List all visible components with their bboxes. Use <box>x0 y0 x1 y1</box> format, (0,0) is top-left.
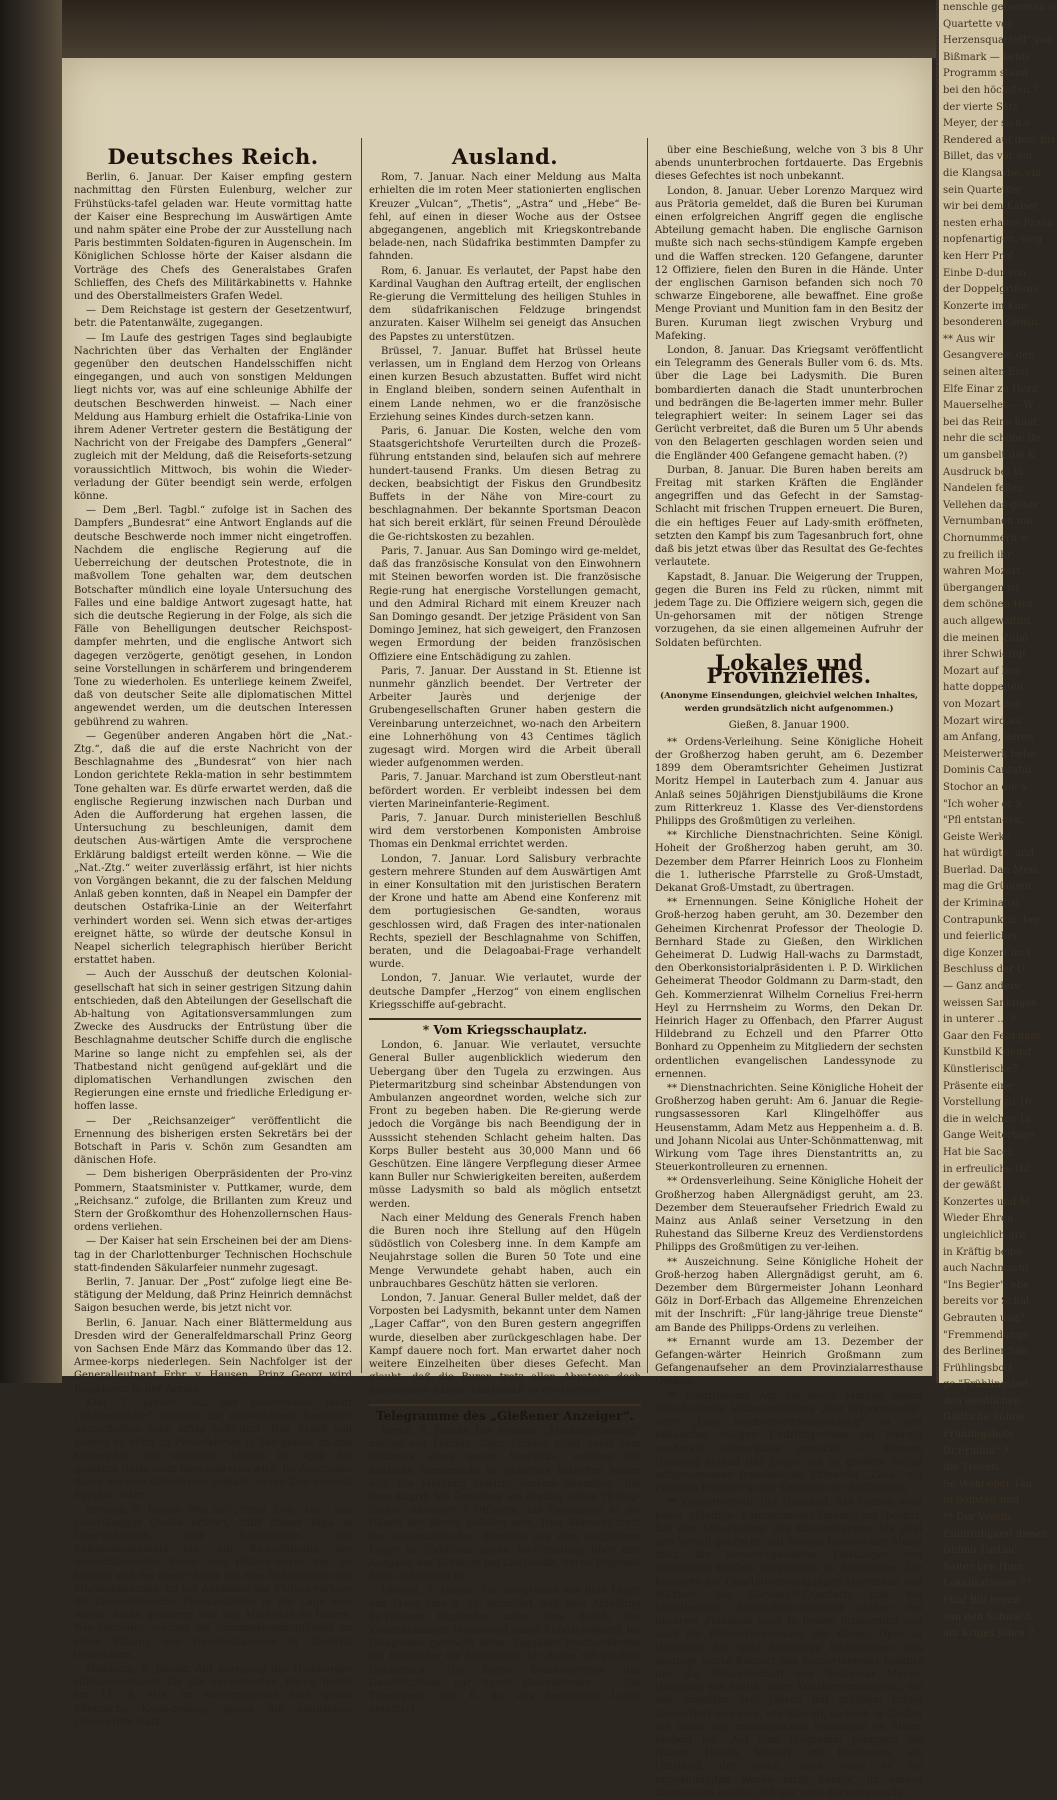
column-rule <box>361 138 362 1373</box>
fragment-line: nehr die schöne Be <box>943 433 1041 445</box>
section-heading-lokales: Lokales und Provinzielles. <box>706 649 872 688</box>
fragment-line: wir bei dem Kaiser <box>943 201 1039 213</box>
fragment-line: ihrer Schwierigt <box>943 649 1027 661</box>
fragment-line: und feierlicher <box>943 931 1019 943</box>
section-heading-kriegsschauplatz: * Vom Kriegsschauplatz. <box>369 1018 641 1037</box>
fragment-line: Frühlingsbotf <box>943 1362 1013 1374</box>
fragment-line: bereits vor Schat <box>943 1296 1031 1308</box>
fragment-line: von Mozart auf <box>943 698 1020 710</box>
fragment-line: nesten erhaltet Franz <box>943 217 1053 229</box>
fragment-line: Präsente eine <box>943 1080 1013 1092</box>
fragment-line: in Kräftig beibe <box>943 1246 1023 1258</box>
fragment-line: Gaar den Feld gam <box>943 1030 1040 1042</box>
fragment-line: um gansbelt die K <box>943 450 1035 462</box>
fragment-line: "Ins Begier", ebe <box>943 1279 1030 1291</box>
fragment-line: Geiste Werke <box>943 831 1011 843</box>
fragment-line: Frühlingsbote <box>943 1429 1015 1441</box>
page-top-shadow <box>62 0 936 58</box>
article-paragraph: Berlin, 8. Januar. Die Berliner „Montags-Zeitung“ meldet aus London: Ganz London steht unter dem Eindruck eines neuen Unglücks, welches die britische Streitmacht in Südafrika betroffen haben soll. Die Meldung bewirkt enorme Sensation. Bei dem Angriff bei Rensburg am Freitag sollen 70 Eng-länder, darunter 7 Offiziere, als Gefangene in die Hände der Buren gefallen sein. Hier herrscht trotz der zuversichtlichen Berichte aus dem englischen Lager in Südafrika große Be-fürchtung über den Ausgang der Schlacht bei Ladysmith, deren Ergebnis noch unbekannt ist. <box>369 1425 641 1583</box>
fragment-line: der vierte Satz <box>943 101 1019 113</box>
article-paragraph: Durban, 8. Januar. Die Buren haben bereits am Freitag mit starken Kräften die Engländer angegriffen und das Gefecht in der Samstag-Schlacht mit frischen Truppen erneuert. Die Buren, die ein heftiges Feuer auf Lady-smith eröffneten, setzten den Kampf bis zum Tagesanbruch fort, ohne daß bis jetzt etwas über das Resultat des Ge-fechtes verlautete. <box>655 464 923 569</box>
fragment-line: Se Wohl ober Tau <box>943 1478 1032 1490</box>
fragment-line: übergangen ist <box>943 582 1020 594</box>
article-list <box>369 1425 641 1716</box>
article-paragraph: London, 8. Januar. Ueber Lorenzo Marquez wird aus Prätoria gemeldet, daß die Buren bei Kuruman einen erfolgreichen Angriff gegen die englische Abteilung gemacht haben. Die englische Garnison mußte sich nach sechs-stündigem Kampfe ergeben und die Waffen strecken. 120 Gefangene, darunter 12 Offiziere, fielen den Buren in die Hände. Unter der englischen Garnison befanden sich noch 70 schwarze Eingeborene, alle bewaffnet. Eine große Menge Proviant und Munition fam in den Besitz der Buren. Kuruman liegt zwischen Vryburg und Mafeking. <box>655 185 923 342</box>
article-paragraph: London, 7. Januar. General Buller meldet, daß der Vorposten bei Ladysmith, bekannt unter dem Namen „Lager Caffar“, von den Buren gestern angegriffen wurde, dieselben aber zurückgeschlagen habe. Der Kampf dauere noch fort. Man erwartet daher noch weitere Einzelheiten über dieses Gefecht. Man glaubt, daß die Buren trotz allen Abratens doch beschlossen haben, Ladysmith zu er-stürmen. <box>369 1293 641 1397</box>
fragment-line: Beschluss der O <box>943 964 1025 976</box>
article-paragraph: — Dem bisherigen Oberpräsidenten der Pro-vinz Pommern, Staatsminister v. Puttkamer, wurde, dem „Reichsanz.“ zufolge, die Brillanten zum Kreuz und Stern der Großkomthur des Hohenzollernschen Haus-ordens verliehen. <box>74 1169 352 1234</box>
adjacent-page-fragment <box>936 0 1057 1640</box>
fragment-line: Saiter ben Hum <box>943 1561 1024 1573</box>
fragment-line: Meisterwerk bebe <box>943 748 1036 760</box>
article-paragraph: ** Kirchliche Dienstnachrichten. Seine Königl. Hoheit der Großherzog haben geruht, am 30. Dezember dem Pfarrer Heinrich Loos zu Flonheim die 1. lutherische Pfarrstelle zu Groß-Umstadt, Dekanat Groß-Umstadt, zu übertragen. <box>655 830 923 894</box>
fragment-line: Billet, das vor ein <box>943 151 1033 163</box>
fragment-line: des Berliner Sän <box>943 1346 1028 1358</box>
fragment-line: nopfenartigen, weg <box>943 234 1042 246</box>
article-paragraph: ** Dienstnachrichten. Seine Königliche Hoheit der Großherzog haben geruht: Am 6. Januar die Regie-rungsassessoren Karl Klingelhöffer aus Heusenstamm, Adam Metz aus Heppenheim a. d. B. und Johann Nicolai aus Unter-Schönmattenwag, mit Wirkung vom Tage ihres Dienstantritts an, zu Steuerkontrolleuren zu ernennen. <box>655 1083 923 1174</box>
fragment-line: dem schönen Hos <box>943 599 1034 611</box>
fragment-line: Wieder Ehren <box>943 1213 1014 1225</box>
section-heading-deutsches-reich: Deutsches Reich. <box>107 144 319 169</box>
fragment-line: Hat bie Sacen <box>943 1146 1015 1158</box>
fragment-line: auch Nachmacht <box>943 1263 1029 1275</box>
fragment-line: Chornummern w <box>943 533 1029 544</box>
article-paragraph: ** Ernennungen. Seine Königliche Hoheit der Groß-herzog haben geruht, am 30. Dezember den Geheimen Kirchenrat Professor der Theologie D. Bernhard Stade zu Gießen, den Wirklichen Geheimerat D. Ludwig Hall-wachs zu Darmstadt, den Oberkonsistorialpräsidenten i. P. D. Wirklichen Geheimerat Theodor Goldmann zu Darm-stadt, den Geh. Kommerzienrat Wilhelm Cornelius Frei-herrn Heyl zu Herrnsheim zu Worms, den Dekan Dr. Heinrich Hager zu Offenbach, den Pfarrer August Hildebrand zu Echzell und den Pfarrer Otto Bonhard zu Oppenheim zu Mitgliedern der sechsten ordentlichen evangelischen Landessynode zu ernennen. <box>655 897 923 1080</box>
column-lokales <box>655 144 923 1799</box>
fragment-line: Bißmark — beide <box>943 51 1031 63</box>
fragment-line: "Fremmendungs- <box>943 1329 1031 1341</box>
article-paragraph: London, 8. Januar. Das Kriegsamt veröffentlicht ein Telegramm des Generals Buller vom 6. ds. Mts. über die Lage bei Ladysmith. Die Buren bombardierten danach die Stadt ununterbrochen und bedrängen die Be-lagerten immer mehr. Buller telegraphiert weiter: In seinem Lager sei das Gerücht verbreitet, daß die Buren um 5 Uhr abends von den Belagerten geschlagen worden seien und die Engländer 400 Gefangene gemacht haben. (?) <box>655 345 923 462</box>
fragment-line: Konzertes und M <box>943 1196 1030 1208</box>
fragment-line: Nandelen fellen <box>943 483 1024 495</box>
fragment-line: nenschle geborenen w <box>943 2 1057 13</box>
fragment-line: am Anfang, deren <box>943 732 1034 744</box>
article-paragraph: über eine Beschießung, welche von 3 bis 8 Uhr abends ununterbrochen fortdauerte. Das Ergebnis dieses Gefechtes ist noch unbekannt. <box>655 145 923 183</box>
fragment-line: der Kriminalist <box>943 898 1020 910</box>
fragment-line: seinen alten Erst <box>943 367 1030 379</box>
fragment-line: in Solisten und <box>943 1495 1020 1507</box>
fragment-line: Mozart wird au <box>943 715 1021 727</box>
fragment-line: hat würdigte, und <box>943 848 1034 860</box>
fragment-line: Einbe D-dur von <box>943 267 1026 279</box>
editorial-note: (Anonyme Einsendungen, gleichviel welchen Inhaltes, werden grundsätzlich nicht aufgenommen.) <box>660 691 918 715</box>
fragment-line: zu freilich ihr <box>943 549 1012 561</box>
fragment-line: "Ich woher er S <box>943 798 1023 810</box>
fragment-line: Dominis Cantatur <box>943 765 1033 777</box>
fragment-line: ken Herr Prof. <box>943 250 1017 262</box>
article-paragraph: London, 7. Januar. Wie verlautet, wurde der deutsche Dampfer „Herzog“ von einem englischen Kriegsschiffe auf-gebracht. <box>369 973 641 1011</box>
fragment-line: in erfreuliche Hit <box>943 1163 1031 1175</box>
article-list <box>655 144 923 650</box>
article-paragraph: Kapstadt, 8. Januar. Die Weigerung der Truppen, gegen die Buren ins Feld zu rücken, nimmt mit jedem Tage zu. Die Offiziere weigern sich, gegen die Un-gehorsamen mit der nötigen Strenge vorzugehen, da sie einen allgemeinen Aufruhr der Soldaten befürchten. <box>655 571 923 649</box>
article-paragraph: London, 6. Januar. Wie verlautet, versuchte General Buller augenblicklich wiederum den Uebergang über den Tugela zu erzwingen. Aus Pietermaritzburg sind scheinbar Abstendungen von Ambulanzen angeordnet worden, welche sich zur Front zu begeben haben. Die Re-gierung werde jedoch die Vorgänge bis nach Beendigung der in Ausssicht stehenden Schlacht geheim halten. Das Korps Buller besteht aus 30,000 Mann und 66 Geschützen. Eine längere Verpflegung dieser Armee kann Buller nur Schwierigkeiten bereiten, außerdem müsse Ladysmith so bald als möglich entsetzt werden. <box>369 1040 641 1210</box>
fragment-line: die in welchen Li <box>943 1113 1030 1125</box>
fragment-line: Elfe Einar zu Hern <box>943 383 1038 395</box>
fragment-line: Kunstbild Kriegsf <box>943 1047 1032 1059</box>
article-paragraph: Kiel, 7. Januar. Auf der kaiserlichen Yacht „Hohenzollern“ werden die notwendigen Renovier-ungsarbeiten sehr eifrig gefördert. Das Schiff soll bereits im März zu Probefahrten in See gehen, da das Kaiserpaar, wie verlautet, bereits im April die geplante Reise nach Rom antreten wird. Im Anschluße daran sei eine Orientreise geplant, deren Ziel diesmal Egypten wäre. <box>74 1397 352 1502</box>
fragment-line: Gange Weitertage <box>943 1130 1035 1142</box>
article-paragraph: Paris, 7. Januar. Durch ministeriellen Beschluß wird dem verstorbenen Komponisten Ambroise Thomas ein Denkmal errichtet werden. <box>369 812 641 851</box>
fragment-line: die Klangsarbe, ein <box>943 167 1042 179</box>
article-paragraph: — Der „Reichsanzeiger“ veröffentlicht die Ernennung des bisherigen ersten Sekretärs bei der Botschaft in Paris v. Schön zum Gesandten am dänischen Hofe. <box>74 1115 352 1167</box>
article-paragraph: Breslau, 6. Januar. Wie der „Bresl. Gen. Anz.“ aus zuverlässiger Quelle erfährt, trifft dieser Tage in Ober-schlesien eine Kommission des Reichsmarineamts ein, zur Be-sichtigung der oberschlesischen Eisen- und Hütten-werke ein. Es handelt sich bei dieser Reise um eine In-formation der Marinebehörden, ob bei Annahme der Flotten-vorlage die oberschlesische Eisenindustrie in der Lage sein werde, einen größeren Teil des Materials zu liefern. Wie verlautet, werden die Kommissionsmitglieder an einer Sitzung der Handelskammer in Gleiwitz teilnehmen. <box>74 1504 352 1661</box>
fragment-line: ** Der Verein <box>943 1512 1011 1524</box>
article-paragraph: ** Stadttheater. Auf die heute Montag abend statt-findende Volksvorstellung „Der Hypochonder“ oder „Eine Stadtverordnetensitzung“ zu den bekannten billigen Eintrittspreisen sei hiermit nochmals aufmerksam gemacht. — Morgen Dienstag kommt das jüngst mit so großem Beifall aufgenommene französische Sittenbild „Zaza“ mit Fräulein Pommer in der Titelrolle zur Aufführung. <box>655 1390 923 1495</box>
article-paragraph: ** Ernannt wurde am 13. Dezember der Gefangen-wärter Heinrich Großmann zum Gefangenaufseher an dem Provinzialarresthause Gießen. <box>655 1336 923 1388</box>
fragment-line: die Treuen <box>943 1462 998 1474</box>
article-paragraph: ** Ordens-Verleihung. Seine Königliche Hoheit der Großherzog haben geruht, am 6. Dezember 1899 dem Oberamtsrichter Geheimen Justizrat Moritz Hempel in Lauterbach zum 4. Januar aus Anlaß seines 50jährigen Dienstjubiläums die Krone zum Ritterkreuz 1. Klasse des Ver-dienstordens Philipps des Großmütigen zu verleihen. <box>655 736 923 827</box>
fragment-line: Göttliche Söhne <box>943 1412 1025 1424</box>
article-paragraph: ** Konzertverein. Der Umstand, daß Gießen noch keine ständige Kammermusik-Vereinigung besitzt, hat den Mit-gliedern des Konzertvereins bis jetzt den Vorteil gebracht, auf diesem Gebiete der Musik stets die hervorragendsten Leistungen von allerersten Kräften dargeboten zu bekommen. Die Konzerte der Quartettvereinigungen Heermann und Walther, des Gürzenich-Quartetts und des Künstlertrios Bauer-Zajic-Grünfeld stehen bei unserem Publikum noch in bester Erinnerung und auch die Bläser-Vereinigung der Königl. Oper zu Hannover hat gute Eindrücke hinterlassen. Das gestrige vierte Konzert des Konzertvereins brachte uns die Bekanntschaft des Waldemar Meyer-Quartetts aus Berlin, einer Künstlervereinigung, die seit ungefähr drei Jahren mit größtem Erfolg konzertiert und sich, wie überall, so auch in Gießen die Gunst des musikalischen Publikums im Sturm erobert hat. Auf dem Programm prangten die Namen Haydn, Mozart und Beethoven, ein Umstand, der jeden, auch wenn er die angekündigten Werke nicht kannte, im voraus überzeugen mußte, daß nur ganz hervorragende <box>655 1497 923 1799</box>
column-ausland <box>369 144 641 1716</box>
fragment-line: auch allgewaltigt <box>943 615 1031 627</box>
article-paragraph: London, 8. Januar. Ein Telegramm aus dem Lager von Frere vom 5. ds. berichtet, daß eine Abteilung be-rittener Engländer unter dem Befehl des Kommandanten Macdonald einen Kundschaftsritt bis Illangwane gemacht habe. Tagsüber bombardierten die Engländer die Stellungen der Buren mit großem Nachdruck. Die Buren beantworteten das Geschützfeuer nur durch Gewehrfeuer. — Ein Telegramm vom 6. ds. aus demselben Lager berichtet <box>369 1585 641 1716</box>
fragment-line: ge "Frühlingsbot <box>943 1379 1029 1391</box>
column-rule <box>647 138 648 1373</box>
fragment-line: Programm stand <box>943 68 1028 80</box>
fragment-line: Quartette von <box>943 18 1014 30</box>
article-paragraph: Hamburg, 6. Januar. Auf Anregung des Hamburger Hilfsausschusses für die verwundeten Buren findet am 11. d. Mts. im Konventgarten eine große öffentliche Kund-gebung gegen die englischen Uebergriffe statt. <box>74 1663 352 1728</box>
fragment-line: — Ganz anders <box>943 981 1020 993</box>
dateline: Gießen, 8. Januar 1900. <box>728 719 850 731</box>
fragment-line: Konzerte im Kon <box>943 300 1028 312</box>
section-heading-telegramme: Telegramme des „Gießener Anzeiger“. <box>369 1404 641 1423</box>
fragment-line: dige Konzert im I <box>943 947 1031 959</box>
article-list <box>369 1039 641 1397</box>
fragment-line: am Kriges Jahre ? <box>943 1628 1034 1640</box>
fragment-line: Künstlerische? <box>943 1064 1018 1075</box>
fragment-line: Dr.Frühlin" ? <box>943 1445 1009 1457</box>
fragment-line: Mauerselhet — W <box>943 400 1034 412</box>
fragment-line: hatte doppelten <box>943 682 1024 694</box>
fragment-line: bei das Reine hauf <box>943 416 1038 428</box>
article-paragraph: Paris, 6. Januar. Die Kosten, welche den vom Staatsgerichtshofe Verurteilten durch die Prozeß-führung entstanden sind, belaufen sich auf mehrere hundert-tausend Franks. Um diesen Betrag zu decken, beabsichtigt der Fiskus den Grundbesitz Buffets in der Nähe von Mire-court zu beschlagnahmen. Der bekannte Sportsman Deacon hat sich bereit erklärt, für seinen Freund Déroulède die Ge-richtskosten zu bezahlen. <box>369 426 641 543</box>
fragment-line: Gebrauten ung? <box>943 1312 1025 1324</box>
article-paragraph: Paris, 7. Januar. Der Ausstand in St. Etienne ist nunmehr gänzlich beendet. Der Vertreter der Arbeiter Jaurès und derjenige der Grubengesellschaften Gruner haben gestern die Vereinbarung unterzeichnet, wo-nach den Arbeitern eine Lohnerhöhung von 43 Centimes täglich zugesagt wird. Morgen wird die Arbeit überall wieder aufgenommen werden. <box>369 665 641 770</box>
article-list <box>655 736 923 1800</box>
fragment-line: Gesangverein den <box>943 350 1035 362</box>
article-paragraph: Paris, 7. Januar. Aus San Domingo wird ge-meldet, daß das französische Konsulat von den Einwohnern mit Steinen beworfen worden ist. Die französische Regie-rung hat energische Vorstellungen gemacht, und den Admiral Richard mit einem Kreuzer nach San Domingo gesandt. Der jetzige Präsident von San Domingo Jeminez, hat sich geweigert, den Franzosen wegen Ermordung der beiden französischen Offiziere eine Entschädigung zu zahlen. <box>369 545 641 663</box>
article-paragraph: Paris, 7. Januar. Marchand ist zum Oberstleut-nant befördert worden. Er verbleibt indessen bei dem vierten Marineinfanterie-Regiment. <box>369 772 641 810</box>
fragment-line: Stochor an die S <box>943 781 1028 793</box>
article-paragraph: ** Ordensverleihung. Seine Königliche Hoheit der Großherzog haben Allergnädigst geruht, am 23. Dezember dem Steueraufseher Friedrich Ewald zu Mainz aus Anlaß seiner Versetzung in den Ruhestand das Silberne Kreuz des Verdienstordens Philipps des Großmütigen zu ver-leihen. <box>655 1176 923 1254</box>
article-paragraph: Berlin, 6. Januar. Der Kaiser empfing gestern nachmittag den Fürsten Eulenburg, welcher zur Frühstücks-tafel geladen war. Heute vormittag hatte der Kaiser eine Besprechung im Auswärtigen Amte und nahm später eine Probe der zur Ausstellung nach Paris bestimmten Soldaten-figuren in Augenschein. Im Königlichen Schlosse hörte der Kaiser alsdann die Vorträge des Chefs des Generalstabes Grafen Schlieffen, des Chefs des Militärkabinetts v. Hahnke und des Oberstallmeisters Grafen Wedel. <box>74 172 352 303</box>
fragment-line: Meyer, der sich s <box>943 118 1030 130</box>
fragment-line: Dhimu Tustau" <box>943 1545 1020 1557</box>
article-paragraph: — Auch der Ausschuß der deutschen Kolonial-gesellschaft hat sich in seiner gestrigen Sitzung dahin entschieden, daß den Abteilungen der Gesellschaft die Ab-haltung von Agitationsversammlungen zum Zwecke des Ausdrucks der Entrüstung über die Beschlagnahme deutscher Schiffe durch die englische Marine so lange nicht zu empfehlen sei, als der Thatbestand nicht genügend auf-geklärt und die diplomatischen Verhandlungen zwischen den Regierungen eine ernste und friedliche Erledigung er-hoffen lasse. <box>74 969 352 1113</box>
fragment-line: Vernumbanen mit <box>943 516 1034 528</box>
section-heading-ausland: Ausland. <box>451 144 559 169</box>
fragment-line: mag die Grüngen <box>943 881 1032 893</box>
fragment-line: in unterer ... ? <box>943 1014 1016 1026</box>
fragment-line: Rendered auf dem Bri <box>943 134 1056 146</box>
fragment-line: von den Schwäch <box>943 1611 1032 1623</box>
fragment-line: der gewäßt <box>943 1180 1001 1192</box>
fragment-line: Lokalisationen ?? <box>943 1578 1032 1590</box>
article-paragraph: — Gegenüber anderen Angaben hört die „Nat.-Ztg.“, daß die auf die erste Nachricht von der Beschlagnahme des „Bundesrat“ von hier nach London gerichtete Rekla-mation in sehr bestimmtem Tone gehalten war. Es dürfe erwartet werden, daß die englische Regierung inzwischen nach Durban und Aden die Aufforderung hat ergehen lassen, die Untersuchung zu beschleunigen, damit dem deutschen Aus-wärtigen Amte die versprochene Erklärung baldigst erteilt werden könne. — Wie die „Nat.-Ztg.“ weiter zuverlässig erfährt, ist hier nichts von Vorgängen bekannt, die zu der falschen Meldung Anlaß geben konnten, daß in Neapel ein Dampfer der deutschen Ostafrika-Linie an der Weiterfahrt verhindert worden sei. Wenn sich etwas der-artiges ereignet hätte, so würde der deutsche Konsul in Neapel sicherlich telegraphisch hierüber Bericht erstattet haben. <box>74 730 352 967</box>
article-paragraph: — Der Kaiser hat sein Erscheinen bei der am Diens-tag in der Charlottenburger Technischen Hochschule statt-findenden Säkularfeier nunmehr zugesagt. <box>74 1236 352 1274</box>
article-paragraph: — Dem Reichstage ist gestern der Gesetzentwurf, betr. die Patentanwälte, zugegangen. <box>74 305 352 330</box>
fragment-line: ** Aus wir <box>943 333 995 345</box>
fragment-line: sein Quartetter <box>943 184 1021 196</box>
fragment-line: Contrapunktik, ber <box>943 914 1040 926</box>
article-paragraph: ** Auszeichnung. Seine Königliche Hoheit der Groß-herzog haben Allergnädigst geruht, am 6. Dezember dem Bürgermeister Johann Leonhard Gölz in Dorf-Erbach das Allgemeine Ehrenzeichen mit der Inschrift: „Für lang-jährige treue Dienste“ am Bande des Philipps-Ordens zu verleihen. <box>655 1256 923 1334</box>
fragment-line: Buerlad. Dan Mem <box>943 864 1039 876</box>
article-paragraph: Nach einer Meldung des Generals French haben die Buren noch ihre Stellung auf den Hügeln südöstlich von Colesberg inne. In dem Kampfe am Neujahrstage sollen die Buren 50 Tote und eine Menge Verwundete gehabt haben, auch ein unbrauchbares Geschütz hätten sie verloren. <box>369 1212 641 1290</box>
fragment-line: Mozart auf ben <box>943 665 1021 677</box>
article-paragraph: Berlin, 6. Januar. Nach einer Blättermeldung aus Dresden wird der Generalfeldmarschall Prinz Georg von Sachsen Ende März das Kommando über das 12. Armee-korps niederlegen. Sein Nachfolger ist der Generalleutnant Frhr. v. Hausen. Prinz Georg wird Inspekteur in der Armee. <box>74 1317 352 1395</box>
column-deutsches-reich <box>74 144 352 1728</box>
fragment-line: besonderen Gewin <box>943 317 1038 329</box>
newspaper-sheet <box>62 58 932 1799</box>
fragment-line: den geistlichen <box>943 1395 1021 1407</box>
article-paragraph: Rom, 6. Januar. Es verlautet, der Papst habe den Kardinal Vaughan den Auftrag erteilt, der englischen Re-gierung die Vermittelung des heiligen Stuhles in dem südafrikanischen Feldzuge bringendst anzuraten. Kaiser Wilhelm sei geneigt das Ansuchen des Papstes zu unterstützen. <box>369 265 641 343</box>
fragment-line: Fünf Bill bereit <box>943 1595 1021 1606</box>
fragment-line: Einbrüdigkeit dieser <box>943 1528 1048 1540</box>
fragment-line: Herzensquartett" von <box>943 35 1053 47</box>
book-binding <box>0 0 62 1383</box>
fragment-line: ungleichlich gro <box>943 1229 1026 1241</box>
article-paragraph: Brüssel, 7. Januar. Buffet hat Brüssel heute verlassen, um in England dem Herzog von Orleans einen kurzen Besuch abzustatten. Buffet wird nicht in England bleiben, sondern seinen Aufenthalt in einem Lande nehmen, wo er die französische Erziehung seines Kindes durch-setzen kann. <box>369 345 641 423</box>
fragment-line: Vorstellung zu 10 <box>943 1097 1032 1109</box>
fragment-line: Ausdruck bei Vo <box>943 466 1026 478</box>
fragment-line: Vellehen das gehör <box>943 499 1040 511</box>
article-paragraph: London, 7. Januar. Lord Salisbury verbrachte gestern mehrere Stunden auf dem Auswärtigen Amt in einer Konsultation mit den juristischen Beratern der Krone und hatte am Abend eine Konferenz mit dem portugiesischen Ge-sandten, woraus geschlossen wird, daß Fragen des inter-nationalen Rechts, speziell der Beschlagnahme von Schiffen, beraten, und die Delagoabai-Frage verhandelt wurde. <box>369 853 641 971</box>
article-paragraph: — Im Laufe des gestrigen Tages sind beglaubigte Nachrichten über das Verhalten der Engländer gegenüber den deutschen Handelsschiffen nicht eingegangen, und auch von sonstigen Meldungen liegt nichts vor, was auf eine schleunige Abhilfe der deutschen Beschwerden hinweist. — Nach einer Meldung aus Hamburg erhielt die Ostafrika-Linie von ihrem Adener Vertreter gestern die Bestätigung der Nachricht von der Freigabe des Dampfers „General“ zugleich mit der Meldung, daß die Reiseforts-setzung voraussichtlich Mittwoch, bis wohin die Wieder-verladung der Güter beendigt sein werde, erfolgen könne. <box>74 332 352 503</box>
fragment-line: "Pfl entstanden, <box>943 815 1025 827</box>
fragment-line: wahren Mozart <box>943 566 1021 578</box>
article-paragraph: Berlin, 7. Januar. Der „Post“ zufolge liegt eine Be-stätigung der Meldung, daß Prinz Heinrich demnächst Saigon besuchen werde, bis jetzt nicht vor. <box>74 1277 352 1315</box>
article-paragraph: Rom, 7. Januar. Nach einer Meldung aus Malta erhielten die im roten Meer stationierten englischen Kreuzer „Vulcan“, „Thetis“, „Astra“ und „Hebe“ Be-fehl, auf einen in dieser Woche aus der Ostsee abgegangenen, angeblich mit Kriegskontrebande belade-nen, nach Südafrika bestimmten Dampfer zu fahnden. <box>369 172 641 263</box>
fragment-line: die meinen Zuhö <box>943 632 1029 644</box>
fragment-line: bei den höchsten ? <box>943 84 1039 96</box>
fragment-line: der Doppelgriffens <box>943 284 1039 296</box>
article-list <box>369 171 641 1012</box>
article-paragraph: — Dem „Berl. Tagbl.“ zufolge ist in Sachen des Dampfers „Bundesrat“ eine Antwort Englands auf die deutsche Beschwerde noch immer nicht eingetroffen. Nachdem die englische Regierung auf die Ueberreichung der deutschen Protestnote, die in maßvollem Tone gehalten war, dem deutschen Botschafter mündlich eine loyale Untersuchung des Falles und eine baldige Antwort zugesagt hatte, hat sich die deutsche Regierung in der Folge, als sich die Fälle von Behelligungen deutscher Reichspost-dampfer mehrten, und die englische Antwort sich dagegen verzögerte, genötigt gesehen, in London seine Vorstellungen in schärferem und bringenderem Tone zu wiederholen. Es unterliege keinem Zweifel, daß von deutscher Seite alle diplomatischen Mittel angewendet werden, um die deutschen Interessen gebührend zu wahren. <box>74 505 352 728</box>
article-list <box>74 171 352 1729</box>
fragment-line: weissen Sanktiges <box>943 997 1037 1009</box>
